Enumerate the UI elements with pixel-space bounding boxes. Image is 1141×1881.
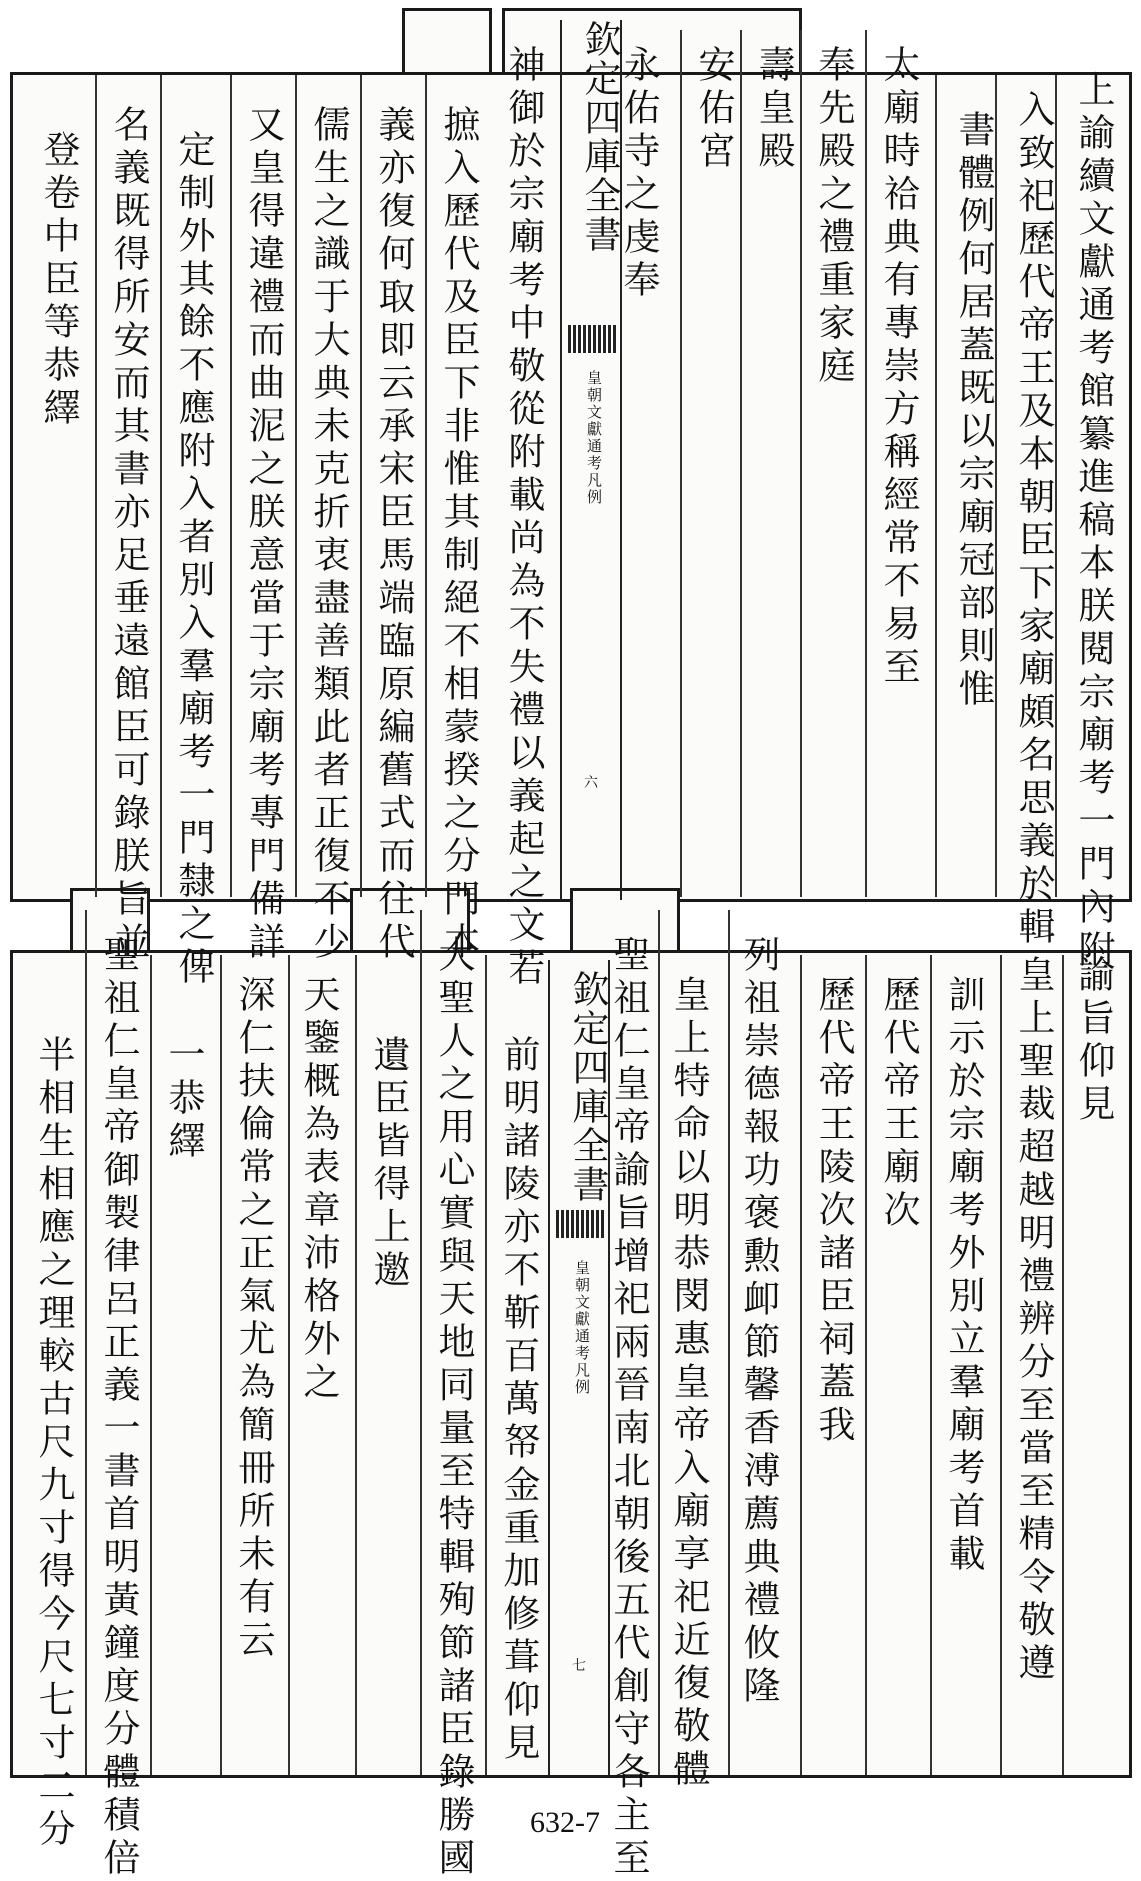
column-rule (930, 955, 932, 1775)
column-rule (800, 30, 802, 897)
top-column: 永佑寺之虔奉 (617, 45, 660, 303)
column-rule (420, 910, 422, 1775)
band-title: 欽定四庫全書 (566, 970, 609, 1204)
bottom-column: 歷代帝王陵次諸臣祠蓋我 (812, 975, 855, 1448)
bottom-center-band (548, 960, 610, 1775)
column-rule (360, 75, 362, 897)
column-rule (865, 30, 867, 897)
band-subtitle: 皇朝文獻通考凡例 (585, 370, 603, 506)
column-rule (865, 955, 867, 1775)
bottom-column: 聖祖仁皇帝御製律呂正義一書首明黃鐘度分體積倍 (97, 935, 140, 1881)
column-rule (1000, 955, 1002, 1775)
top-column: 太廟時祫典有專崇方稱經常不易至 (877, 45, 920, 690)
column-rule (220, 955, 222, 1775)
band-folio: 七 (572, 1658, 586, 1674)
top-column: 名義既得所安而其書亦足垂遠館臣可錄朕旨並 (107, 105, 150, 965)
page-number: 632-7 (530, 1806, 600, 1839)
column-rule (485, 955, 487, 1775)
column-rule (295, 75, 297, 897)
top-column: 神御於宗廟考中敬從附載尚為不失禮以義起之文若 (502, 45, 545, 991)
column-rule (935, 75, 937, 897)
column-rule (658, 910, 660, 1775)
top-column: 儒生之識于大典未克折衷盡善類此者正復不少 (307, 105, 350, 965)
band-fishtail-mark (568, 325, 616, 353)
bottom-column: 深仁扶倫常之正氣尤為簡冊所未有云 (232, 975, 275, 1663)
bottom-column: 半相生相應之理較古尺九寸得今尺七寸二分 (32, 1035, 75, 1852)
top-column: 奉先殿之禮重家庭 (812, 45, 855, 389)
top-column: 又皇得違禮而曲泥之朕意當于宗廟考專門備詳 (242, 105, 285, 965)
column-rule (800, 955, 802, 1775)
column-rule (85, 910, 87, 1775)
bottom-column: 列祖崇德報功褒勲卹節馨香溥薦典禮攸隆 (737, 935, 780, 1709)
top-column: 書體例何居蓋既以宗廟冠部則惟 (952, 110, 995, 712)
bottom-column: 大聖人之用心實與天地同量至特輯殉節諸臣錄勝國 (432, 935, 475, 1881)
band-fishtail-mark (556, 1210, 604, 1238)
column-rule (740, 30, 742, 897)
top-column: 上諭續文獻通考館纂進稿本朕閱宗廟考一門內附 (1072, 70, 1115, 973)
top-column: 入致祀歷代帝王及本朝臣下家廟頗名思義於輯 (1012, 90, 1055, 950)
bottom-column: 歷代帝王廟次 (877, 975, 920, 1233)
top-column: 安佑宮 (692, 45, 735, 174)
bottom-column: 諭旨仰見 (1072, 955, 1115, 1127)
column-rule (1062, 955, 1064, 1775)
bottom-column: 皇上特命以明恭閔惠皇帝入廟享祀近復敬體 (667, 975, 710, 1792)
column-rule (230, 75, 232, 897)
top-column: 摭入歷代及臣下非惟其制絕不相蒙揆之分門本 (437, 105, 480, 965)
bottom-column: 一恭繹 (162, 1035, 205, 1164)
column-rule (425, 75, 427, 897)
top-center-band (560, 20, 622, 900)
column-rule (728, 910, 730, 1775)
column-rule (288, 955, 290, 1775)
bottom-column: 天鑒概為表章沛格外之 (297, 975, 340, 1405)
top-column: 定制外其餘不應附入者別入羣廟考一門隸之俾 (172, 130, 215, 990)
top-column: 義亦復何取即云承宋臣馬端臨原編舊式而往代 (372, 105, 415, 965)
top-column: 登卷中臣等恭繹 (37, 130, 80, 431)
bottom-column: 聖祖仁皇帝諭旨增祀兩晉南北朝後五代創守各主至 (607, 935, 650, 1881)
column-rule (680, 30, 682, 897)
bottom-column: 皇上聖裁超越明禮辨分至當至精令敬遵 (1012, 955, 1055, 1686)
top-column: 壽皇殿 (752, 45, 795, 174)
column-rule (160, 75, 162, 897)
column-rule (95, 75, 97, 897)
band-subtitle: 皇朝文獻通考凡例 (573, 1260, 591, 1396)
column-rule (150, 955, 152, 1775)
bottom-column: 前明諸陵亦不靳百萬帑金重加修葺仰見 (497, 1035, 540, 1766)
column-rule (355, 955, 357, 1775)
bottom-column: 訓示於宗廟考外別立羣廟考首載 (942, 975, 985, 1577)
column-rule (995, 75, 997, 897)
column-rule (1055, 75, 1057, 897)
bottom-column: 遺臣皆得上邀 (367, 1035, 410, 1293)
band-title: 欽定四庫全書 (578, 20, 621, 254)
band-folio: 六 (584, 775, 598, 791)
